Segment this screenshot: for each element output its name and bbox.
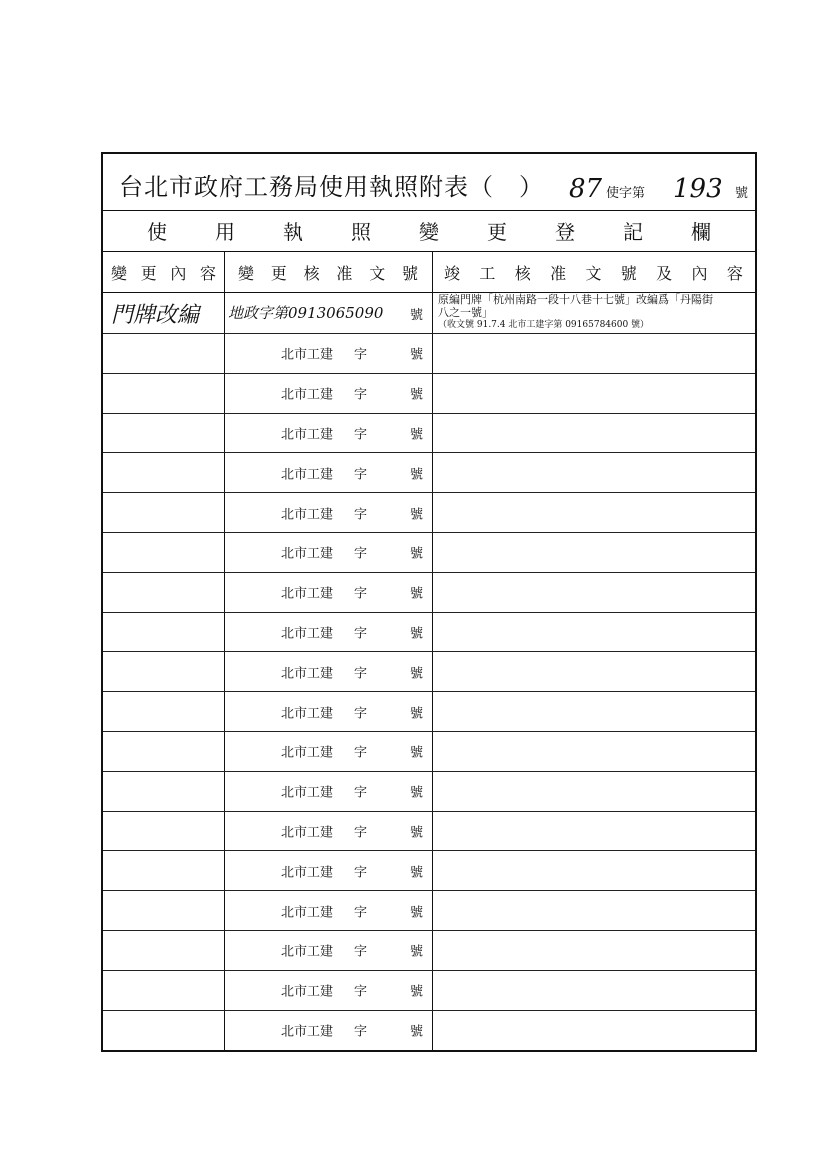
bureau-label: 北市工建 bbox=[281, 546, 334, 562]
band-char: 使 bbox=[147, 220, 167, 244]
hao-label: 號 bbox=[410, 626, 424, 642]
header-char: 核 bbox=[514, 263, 531, 283]
header-char: 准 bbox=[550, 263, 567, 283]
completion-cell bbox=[432, 732, 755, 771]
change-approval-cell bbox=[224, 453, 432, 492]
band-char: 變 bbox=[419, 220, 439, 244]
change-content-cell bbox=[103, 453, 224, 492]
completion-cell bbox=[432, 334, 755, 373]
bureau-label: 北市工建 bbox=[281, 427, 334, 443]
header-char: 核 bbox=[303, 263, 320, 283]
band-char: 記 bbox=[623, 220, 643, 244]
header-char: 內 bbox=[691, 263, 708, 283]
bureau-label: 北市工建 bbox=[281, 666, 334, 682]
header-char: 文 bbox=[585, 263, 602, 283]
bureau-label: 北市工建 bbox=[281, 905, 334, 921]
completion-cell bbox=[432, 772, 755, 811]
completion-cell bbox=[432, 453, 755, 492]
hao-label: 號 bbox=[410, 905, 424, 921]
record-row bbox=[103, 971, 755, 1011]
change-content-cell bbox=[103, 971, 224, 1010]
change-content-cell bbox=[103, 374, 224, 413]
hao-label: 號 bbox=[410, 825, 424, 841]
header-char: 容 bbox=[726, 263, 743, 283]
bureau-label: 北市工建 bbox=[281, 507, 334, 523]
completion-note: （收文號 91.7.4 北市工建字第 09165784600 號） bbox=[438, 320, 650, 330]
zi-label: 字 bbox=[354, 865, 368, 881]
zi-label: 字 bbox=[354, 825, 368, 841]
change-approval-cell bbox=[224, 931, 432, 970]
bureau-label: 北市工建 bbox=[281, 944, 334, 960]
zi-label: 字 bbox=[354, 745, 368, 761]
change-content-cell bbox=[103, 732, 224, 771]
change-content-cell bbox=[103, 292, 224, 333]
bureau-label: 北市工建 bbox=[281, 745, 334, 761]
zi-label: 字 bbox=[354, 984, 368, 1000]
change-content-cell bbox=[103, 812, 224, 851]
record-row bbox=[103, 453, 755, 493]
change-content-cell bbox=[103, 334, 224, 373]
header-change-approval bbox=[224, 252, 432, 292]
change-content-cell bbox=[103, 493, 224, 532]
completion-cell bbox=[432, 971, 755, 1010]
hao-label: 號 bbox=[410, 1024, 424, 1040]
header-char: 變 bbox=[111, 263, 128, 283]
header-char: 更 bbox=[140, 263, 157, 283]
zi-label: 字 bbox=[354, 1024, 368, 1040]
completion-cell bbox=[432, 652, 755, 691]
change-approval-cell bbox=[224, 533, 432, 572]
hao-label: 號 bbox=[410, 347, 424, 363]
record-row bbox=[103, 573, 755, 613]
hao-label: 號 bbox=[410, 706, 424, 722]
header-char: 工 bbox=[479, 263, 496, 283]
change-content-cell bbox=[103, 851, 224, 890]
hao-label: 號 bbox=[410, 785, 424, 801]
change-content-cell bbox=[103, 652, 224, 691]
band-char: 欄 bbox=[691, 220, 711, 244]
header-char: 及 bbox=[656, 263, 673, 283]
zi-label: 字 bbox=[354, 586, 368, 602]
band-char: 照 bbox=[351, 220, 371, 244]
change-approval-cell bbox=[224, 812, 432, 851]
header-completion-approval bbox=[432, 252, 755, 292]
bureau-label: 北市工建 bbox=[281, 347, 334, 363]
change-approval-cell bbox=[224, 971, 432, 1010]
zi-label: 字 bbox=[354, 666, 368, 682]
change-content-cell bbox=[103, 573, 224, 612]
hao-label: 號 bbox=[410, 984, 424, 1000]
license-appendix-form bbox=[101, 152, 757, 1052]
change-content-cell bbox=[103, 692, 224, 731]
form-title: 台北市政府工務局使用執照附表（ ） bbox=[119, 173, 544, 201]
hao-label: 號 bbox=[410, 546, 424, 562]
change-approval-cell bbox=[224, 652, 432, 691]
completion-cell bbox=[432, 891, 755, 930]
completion-cell bbox=[432, 414, 755, 453]
record-row bbox=[103, 533, 755, 573]
completion-cell bbox=[432, 374, 755, 413]
change-approval-cell bbox=[224, 292, 432, 333]
header-char: 文 bbox=[369, 263, 386, 283]
record-row bbox=[103, 772, 755, 812]
change-approval-cell bbox=[224, 732, 432, 771]
header-char: 更 bbox=[270, 263, 287, 283]
record-row bbox=[103, 493, 755, 533]
hao-label: 號 bbox=[410, 427, 424, 443]
hao-label: 號 bbox=[410, 745, 424, 761]
header-char: 內 bbox=[170, 263, 187, 283]
band-char: 用 bbox=[215, 220, 235, 244]
header-char: 號 bbox=[620, 263, 637, 283]
record-row-first bbox=[103, 292, 755, 334]
approval-handwritten: 地政字第0913065090 bbox=[228, 304, 384, 322]
approval-suffix: 號 bbox=[410, 308, 424, 323]
hao-label: 號 bbox=[410, 666, 424, 682]
change-content-cell bbox=[103, 1011, 224, 1051]
change-content-cell bbox=[103, 613, 224, 652]
record-row bbox=[103, 613, 755, 653]
header-char: 號 bbox=[401, 263, 418, 283]
bureau-label: 北市工建 bbox=[281, 785, 334, 801]
zi-label: 字 bbox=[354, 706, 368, 722]
zi-label: 字 bbox=[354, 785, 368, 801]
change-approval-cell bbox=[224, 613, 432, 652]
hao-label: 號 bbox=[410, 944, 424, 960]
header-change-content bbox=[103, 252, 224, 292]
completion-line-2: 八之一號」 bbox=[438, 306, 493, 319]
change-content-cell bbox=[103, 931, 224, 970]
header-char: 准 bbox=[336, 263, 353, 283]
change-approval-cell bbox=[224, 414, 432, 453]
record-row bbox=[103, 652, 755, 692]
record-row bbox=[103, 931, 755, 971]
record-row bbox=[103, 374, 755, 414]
record-row bbox=[103, 812, 755, 852]
completion-cell bbox=[432, 1011, 755, 1051]
band-char: 登 bbox=[555, 220, 575, 244]
change-content-handwritten: 門牌改編 bbox=[111, 303, 200, 328]
zi-label: 字 bbox=[354, 905, 368, 921]
completion-cell bbox=[432, 692, 755, 731]
change-approval-cell bbox=[224, 573, 432, 612]
record-row bbox=[103, 692, 755, 732]
change-content-cell bbox=[103, 414, 224, 453]
completion-line-1: 原編門牌「杭州南路一段十八巷十七號」改編爲「丹陽街 bbox=[438, 293, 713, 306]
change-approval-cell bbox=[224, 851, 432, 890]
record-row bbox=[103, 414, 755, 454]
license-year: 87 bbox=[569, 174, 603, 204]
completion-cell bbox=[432, 812, 755, 851]
hao-label: 號 bbox=[410, 586, 424, 602]
zi-label: 字 bbox=[354, 507, 368, 523]
change-approval-cell bbox=[224, 772, 432, 811]
license-word: 使字第 bbox=[606, 186, 646, 201]
change-approval-cell bbox=[224, 374, 432, 413]
bureau-label: 北市工建 bbox=[281, 865, 334, 881]
record-row bbox=[103, 891, 755, 931]
hao-label: 號 bbox=[410, 507, 424, 523]
license-change-band bbox=[103, 210, 755, 252]
change-approval-cell bbox=[224, 692, 432, 731]
hao-label: 號 bbox=[410, 467, 424, 483]
completion-cell bbox=[432, 931, 755, 970]
header-char: 容 bbox=[199, 263, 216, 283]
zi-label: 字 bbox=[354, 546, 368, 562]
change-content-cell bbox=[103, 891, 224, 930]
bureau-label: 北市工建 bbox=[281, 1024, 334, 1040]
completion-cell bbox=[432, 613, 755, 652]
hao-label: 號 bbox=[410, 387, 424, 403]
title-row bbox=[103, 154, 755, 211]
header-char: 竣 bbox=[444, 263, 461, 283]
zi-label: 字 bbox=[354, 626, 368, 642]
completion-cell bbox=[432, 533, 755, 572]
bureau-label: 北市工建 bbox=[281, 984, 334, 1000]
bureau-label: 北市工建 bbox=[281, 825, 334, 841]
bureau-label: 北市工建 bbox=[281, 626, 334, 642]
bureau-label: 北市工建 bbox=[281, 586, 334, 602]
zi-label: 字 bbox=[354, 347, 368, 363]
zi-label: 字 bbox=[354, 467, 368, 483]
completion-cell bbox=[432, 573, 755, 612]
record-row bbox=[103, 1011, 755, 1051]
change-approval-cell bbox=[224, 493, 432, 532]
change-approval-cell bbox=[224, 891, 432, 930]
column-header-row bbox=[103, 252, 755, 293]
record-row bbox=[103, 732, 755, 772]
license-number: 193 bbox=[673, 174, 723, 204]
bureau-label: 北市工建 bbox=[281, 387, 334, 403]
hao-label: 號 bbox=[410, 865, 424, 881]
change-approval-cell bbox=[224, 1011, 432, 1051]
change-content-cell bbox=[103, 533, 224, 572]
license-suffix: 號 bbox=[735, 186, 749, 201]
completion-cell bbox=[432, 851, 755, 890]
zi-label: 字 bbox=[354, 427, 368, 443]
completion-cell bbox=[432, 292, 755, 333]
completion-cell bbox=[432, 493, 755, 532]
zi-label: 字 bbox=[354, 387, 368, 403]
band-char: 更 bbox=[487, 220, 507, 244]
record-row bbox=[103, 334, 755, 374]
change-content-cell bbox=[103, 772, 224, 811]
bureau-label: 北市工建 bbox=[281, 467, 334, 483]
band-char: 執 bbox=[283, 220, 303, 244]
record-row bbox=[103, 851, 755, 891]
bureau-label: 北市工建 bbox=[281, 706, 334, 722]
zi-label: 字 bbox=[354, 944, 368, 960]
header-char: 變 bbox=[238, 263, 255, 283]
change-approval-cell bbox=[224, 334, 432, 373]
